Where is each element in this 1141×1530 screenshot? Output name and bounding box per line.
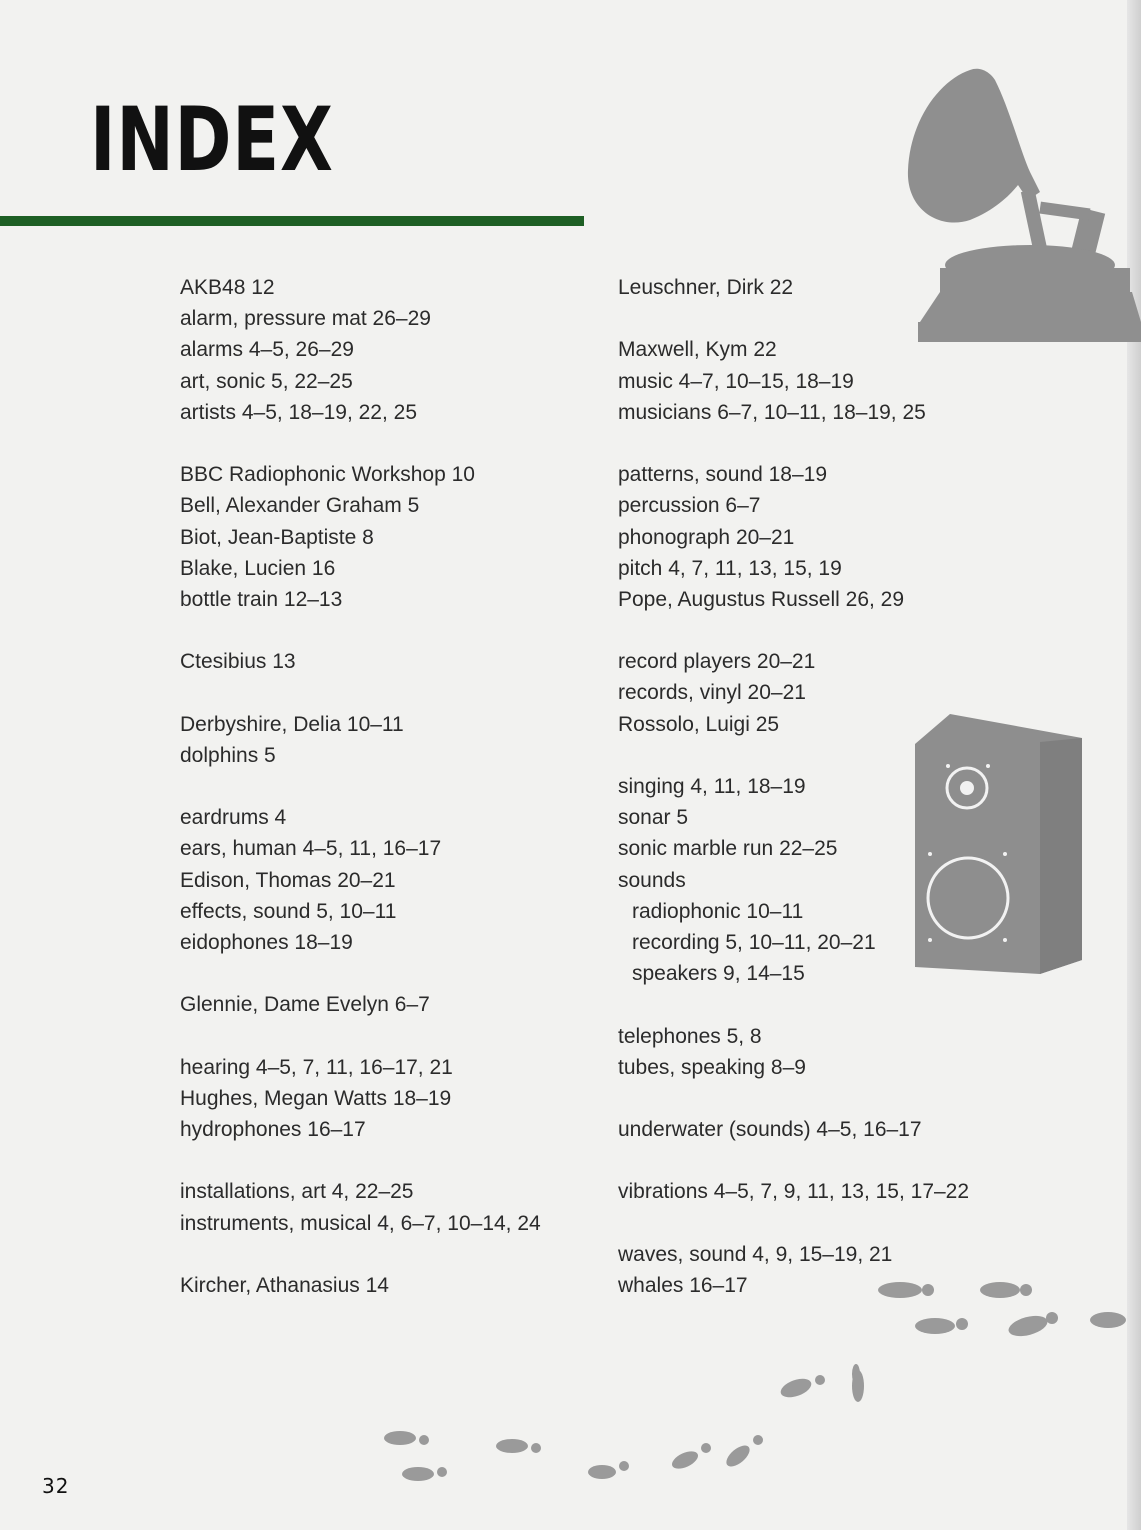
index-entry: Derbyshire, Delia 10–11 — [180, 712, 404, 736]
index-entry: record players 20–21 — [618, 650, 816, 674]
index-spacer — [180, 958, 600, 989]
index-entry: vibrations 4–5, 7, 9, 11, 13, 15, 17–22 — [618, 1180, 970, 1204]
index-entry: singing 4, 11, 18–19 — [618, 775, 806, 798]
index-entry: eardrums 4 — [180, 806, 287, 830]
index-spacer — [180, 677, 600, 708]
index-spacer — [180, 1239, 600, 1270]
index-entry: installations, art 4, 22–25 — [180, 1180, 414, 1204]
index-entry: Blake, Lucien 16 — [180, 556, 336, 580]
index-entry: Ctesibius 13 — [180, 650, 296, 674]
index-entry: Maxwell, Kym 22 — [618, 338, 777, 362]
index-spacer — [180, 615, 600, 646]
index-entry: alarms 4–5, 26–29 — [180, 338, 354, 362]
index-column-left — [180, 272, 600, 1301]
index-entry: hydrophones 16–17 — [180, 1118, 366, 1142]
index-entry: radiophonic 10–11 — [632, 899, 804, 923]
index-spacer — [618, 1145, 998, 1176]
index-entry: Kircher, Athanasius 14 — [180, 1274, 389, 1297]
index-entry: Glennie, Dame Evelyn 6–7 — [180, 993, 430, 1017]
index-entry: whales 16–17 — [618, 1274, 748, 1297]
speaker-icon — [910, 712, 1085, 977]
index-entry: art, sonic 5, 22–25 — [180, 369, 353, 393]
index-spacer — [618, 1083, 998, 1114]
index-entry: Pope, Augustus Russell 26, 29 — [618, 587, 905, 611]
index-entry: Rossolo, Luigi 25 — [618, 712, 780, 736]
gramophone-icon — [900, 60, 1141, 360]
index-entry: sounds — [618, 868, 686, 892]
index-entry: Leuschner, Dirk 22 — [618, 276, 794, 299]
index-entry: records, vinyl 20–21 — [618, 681, 806, 705]
index-entry: ears, human 4–5, 11, 16–17 — [180, 837, 442, 861]
index-entry: bottle train 12–13 — [180, 587, 343, 611]
page-title: INDEX — [90, 88, 334, 191]
index-entry: musicians 6–7, 10–11, 18–19, 25 — [618, 400, 926, 424]
index-entry: BBC Radiophonic Workshop 10 — [180, 463, 475, 487]
index-entry: Biot, Jean-Baptiste 8 — [180, 525, 374, 549]
index-spacer — [180, 428, 600, 459]
index-entry: patterns, sound 18–19 — [618, 463, 827, 487]
index-entry: waves, sound 4, 9, 15–19, 21 — [618, 1242, 893, 1266]
index-entry: Edison, Thomas 20–21 — [180, 868, 396, 892]
index-spacer — [618, 428, 998, 459]
title-rule — [0, 216, 584, 226]
index-spacer — [180, 1021, 600, 1052]
index-entry: eidophones 18–19 — [180, 930, 353, 954]
index-spacer — [618, 989, 998, 1020]
index-entry: sonic marble run 22–25 — [618, 837, 838, 861]
index-entry: music 4–7, 10–15, 18–19 — [618, 369, 854, 393]
index-entry: telephones 5, 8 — [618, 1024, 762, 1048]
index-entry: artists 4–5, 18–19, 22, 25 — [180, 400, 417, 424]
index-spacer — [618, 615, 998, 646]
index-entry: pitch 4, 7, 11, 13, 15, 19 — [618, 556, 842, 580]
index-entry: speakers 9, 14–15 — [632, 962, 805, 986]
index-entry: hearing 4–5, 7, 11, 16–17, 21 — [180, 1055, 453, 1079]
footprints-icon — [380, 1270, 1141, 1500]
index-entry: recording 5, 10–11, 20–21 — [632, 930, 876, 954]
index-entry: instruments, musical 4, 6–7, 10–14, 24 — [180, 1211, 541, 1235]
page-number: 32 — [42, 1474, 70, 1498]
index-entry: Hughes, Megan Watts 18–19 — [180, 1086, 452, 1110]
index-entry: dolphins 5 — [180, 743, 276, 767]
index-entry: effects, sound 5, 10–11 — [180, 899, 397, 923]
index-entry: underwater (sounds) 4–5, 16–17 — [618, 1118, 922, 1142]
index-spacer — [180, 1145, 600, 1176]
index-entry: alarm, pressure mat 26–29 — [180, 307, 431, 331]
index-entry: Bell, Alexander Graham 5 — [180, 494, 420, 518]
index-entry: AKB48 12 — [180, 276, 275, 299]
index-entry: percussion 6–7 — [618, 494, 761, 518]
index-spacer — [618, 1208, 998, 1239]
index-entry: phonograph 20–21 — [618, 525, 795, 549]
index-entry: tubes, speaking 8–9 — [618, 1055, 806, 1079]
index-entry: sonar 5 — [618, 806, 689, 830]
index-spacer — [180, 771, 600, 802]
